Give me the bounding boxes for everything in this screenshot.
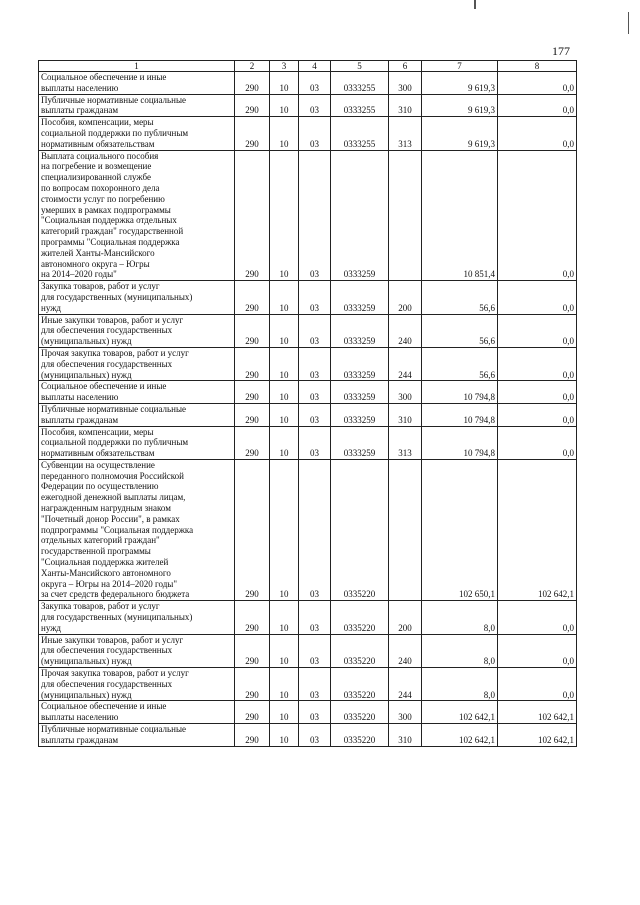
description-line: социальной поддержки по публичным	[41, 127, 189, 138]
target-item-code: 0335220	[331, 459, 389, 600]
description-line: за счет средств федерального бюджета	[41, 589, 190, 600]
description-line: умерших в рамках подпрограммы	[41, 204, 171, 215]
table-row	[39, 117, 577, 150]
description-line: нормативным обязательствам	[41, 448, 155, 459]
expense-type-code: 310	[389, 403, 422, 426]
description-line: государственной программы	[41, 546, 151, 557]
description-line: для обеспечения государственных	[41, 678, 173, 689]
section-code: 10	[270, 381, 299, 404]
column-header-5: 5	[331, 61, 389, 72]
column-header-3: 3	[270, 61, 299, 72]
column-header-8: 8	[498, 61, 577, 72]
amount-2014: 102 642,1	[422, 724, 498, 747]
description-line: Публичные нормативные социальные	[41, 724, 187, 735]
description-line: Закупка товаров, работ и услуг	[41, 601, 160, 612]
scan-mark-right	[628, 12, 629, 34]
table-row	[39, 459, 577, 600]
amount-2015: 0,0	[498, 381, 577, 404]
description-line: Социальное обеспечение и иные	[41, 381, 167, 392]
description-line: для обеспечения государственных	[41, 325, 173, 336]
amount-2014: 10 794,8	[422, 403, 498, 426]
row-description	[39, 634, 235, 667]
expense-type-code: 200	[389, 281, 422, 314]
description-line: на погребение и возмещение	[41, 161, 152, 172]
section-code: 10	[270, 426, 299, 459]
description-line: Ханты-Мансийского автономного	[41, 567, 171, 578]
section-code: 10	[270, 347, 299, 380]
amount-2015: 0,0	[498, 403, 577, 426]
subsection-code: 03	[299, 668, 331, 701]
chapter-code: 290	[235, 381, 270, 404]
description-line: для обеспечения государственных	[41, 645, 173, 656]
description-line: на 2014–2020 годы"	[41, 269, 117, 280]
subsection-code: 03	[299, 94, 331, 117]
subsection-code: 03	[299, 117, 331, 150]
description-line: Закупка товаров, работ и услуг	[41, 281, 160, 292]
amount-2014: 102 650,1	[422, 459, 498, 600]
amount-2014: 9 619,3	[422, 94, 498, 117]
description-line: для государственных (муниципальных)	[41, 291, 193, 302]
description-line: специализированной службе	[41, 172, 151, 183]
section-code: 10	[270, 94, 299, 117]
target-item-code: 0333259	[331, 347, 389, 380]
description-line: Прочая закупка товаров, работ и услуг	[41, 347, 189, 358]
expense-type-code: 313	[389, 117, 422, 150]
chapter-code: 290	[235, 601, 270, 634]
row-description	[39, 403, 235, 426]
chapter-code: 290	[235, 426, 270, 459]
description-line: для обеспечения государственных	[41, 358, 173, 369]
chapter-code: 290	[235, 668, 270, 701]
description-line: Пособия, компенсации, меры	[41, 426, 154, 437]
target-item-code: 0333259	[331, 314, 389, 347]
subsection-code: 03	[299, 459, 331, 600]
table-row	[39, 403, 577, 426]
subsection-code: 03	[299, 281, 331, 314]
description-line: Социальное обеспечение и иные	[41, 72, 167, 82]
description-line: выплаты гражданам	[41, 105, 119, 116]
amount-2014: 8,0	[422, 601, 498, 634]
chapter-code: 290	[235, 150, 270, 281]
description-line: категорий граждан" государственной	[41, 226, 184, 237]
amount-2015: 102 642,1	[498, 459, 577, 600]
section-code: 10	[270, 117, 299, 150]
table-row	[39, 701, 577, 724]
description-line: Выплата социального пособия	[41, 150, 159, 161]
amount-2014: 10 794,8	[422, 426, 498, 459]
chapter-code: 290	[235, 72, 270, 95]
amount-2015: 102 642,1	[498, 724, 577, 747]
subsection-code: 03	[299, 724, 331, 747]
chapter-code: 290	[235, 94, 270, 117]
row-description	[39, 314, 235, 347]
description-line: (муниципальных) нужд	[41, 336, 132, 347]
description-line: Публичные нормативные социальные	[41, 403, 187, 414]
table-row	[39, 347, 577, 380]
amount-2014: 9 619,3	[422, 72, 498, 95]
amount-2014: 8,0	[422, 668, 498, 701]
description-line: отдельных категорий граждан"	[41, 535, 160, 546]
description-line: для государственных (муниципальных)	[41, 612, 193, 623]
description-line: выплаты населению	[41, 712, 119, 723]
description-line: "Социальная поддержка жителей	[41, 557, 169, 568]
section-code: 10	[270, 459, 299, 600]
expense-type-code: 310	[389, 94, 422, 117]
description-line: Иные закупки товаров, работ и услуг	[41, 634, 184, 645]
chapter-code: 290	[235, 117, 270, 150]
row-description	[39, 701, 235, 724]
amount-2014: 8,0	[422, 634, 498, 667]
section-code: 10	[270, 403, 299, 426]
description-line: награжденным нагрудным знаком	[41, 503, 171, 514]
description-line: Федерации по осуществлению	[41, 481, 159, 492]
amount-2015: 0,0	[498, 281, 577, 314]
row-description	[39, 459, 235, 600]
description-line: Пособия, компенсации, меры	[41, 117, 154, 128]
description-line: (муниципальных) нужд	[41, 656, 132, 667]
row-description	[39, 347, 235, 380]
expense-type-code: 300	[389, 72, 422, 95]
description-line: жителей Ханты-Мансийского	[41, 247, 155, 258]
description-line: Социальное обеспечение и иные	[41, 701, 167, 712]
description-line: автономного округа – Югры	[41, 258, 150, 269]
column-header-7: 7	[422, 61, 498, 72]
row-description	[39, 94, 235, 117]
column-header-2: 2	[235, 61, 270, 72]
amount-2015: 0,0	[498, 117, 577, 150]
section-code: 10	[270, 150, 299, 281]
table-row	[39, 724, 577, 747]
subsection-code: 03	[299, 72, 331, 95]
subsection-code: 03	[299, 150, 331, 281]
table-row	[39, 281, 577, 314]
chapter-code: 290	[235, 459, 270, 600]
target-item-code: 0335220	[331, 668, 389, 701]
target-item-code: 0333259	[331, 426, 389, 459]
target-item-code: 0333259	[331, 381, 389, 404]
description-line: "Почетный донор России", в рамках	[41, 513, 180, 524]
description-line: Прочая закупка товаров, работ и услуг	[41, 668, 189, 679]
description-line: Субвенции на осуществление	[41, 459, 155, 470]
target-item-code: 0333255	[331, 72, 389, 95]
description-line: выплаты гражданам	[41, 734, 119, 745]
target-item-code: 0335220	[331, 634, 389, 667]
section-code: 10	[270, 72, 299, 95]
subsection-code: 03	[299, 347, 331, 380]
amount-2015: 0,0	[498, 426, 577, 459]
chapter-code: 290	[235, 701, 270, 724]
amount-2014: 102 642,1	[422, 701, 498, 724]
amount-2015: 0,0	[498, 314, 577, 347]
amount-2015: 0,0	[498, 150, 577, 281]
row-description	[39, 724, 235, 747]
description-line: ежегодной денежной выплаты лицам,	[41, 492, 186, 503]
amount-2015: 0,0	[498, 601, 577, 634]
description-line: выплаты гражданам	[41, 414, 119, 425]
row-description	[39, 381, 235, 404]
subsection-code: 03	[299, 634, 331, 667]
table-row	[39, 72, 577, 95]
section-code: 10	[270, 634, 299, 667]
expense-type-code: 313	[389, 426, 422, 459]
table-row	[39, 601, 577, 634]
description-line: по вопросам похоронного дела	[41, 182, 160, 193]
section-code: 10	[270, 601, 299, 634]
page-number: 177	[552, 44, 570, 58]
column-header-6: 6	[389, 61, 422, 72]
expense-type-code: 240	[389, 634, 422, 667]
table-row	[39, 150, 577, 281]
subsection-code: 03	[299, 403, 331, 426]
chapter-code: 290	[235, 314, 270, 347]
section-code: 10	[270, 724, 299, 747]
chapter-code: 290	[235, 347, 270, 380]
amount-2014: 56,6	[422, 347, 498, 380]
row-description	[39, 117, 235, 150]
description-line: округа – Югры на 2014–2020 годы"	[41, 578, 177, 589]
amount-2014: 10 851,4	[422, 150, 498, 281]
description-line: Публичные нормативные социальные	[41, 94, 187, 105]
row-description	[39, 426, 235, 459]
amount-2014: 9 619,3	[422, 117, 498, 150]
table-row	[39, 634, 577, 667]
amount-2015: 0,0	[498, 94, 577, 117]
table-body	[39, 72, 577, 747]
row-description	[39, 601, 235, 634]
column-header-1: 1	[39, 61, 235, 72]
section-code: 10	[270, 314, 299, 347]
expense-type-code: 200	[389, 601, 422, 634]
row-description	[39, 72, 235, 95]
amount-2015: 102 642,1	[498, 701, 577, 724]
subsection-code: 03	[299, 381, 331, 404]
description-line: (муниципальных) нужд	[41, 369, 132, 380]
target-item-code: 0333259	[331, 150, 389, 281]
target-item-code: 0333255	[331, 117, 389, 150]
table-row	[39, 426, 577, 459]
target-item-code: 0335220	[331, 701, 389, 724]
target-item-code: 0333259	[331, 403, 389, 426]
amount-2015: 0,0	[498, 72, 577, 95]
table-row	[39, 668, 577, 701]
expense-type-code: 310	[389, 724, 422, 747]
chapter-code: 290	[235, 403, 270, 426]
subsection-code: 03	[299, 314, 331, 347]
expense-type-code: 300	[389, 381, 422, 404]
subsection-code: 03	[299, 601, 331, 634]
amount-2014: 56,6	[422, 281, 498, 314]
row-description	[39, 150, 235, 281]
description-line: (муниципальных) нужд	[41, 689, 132, 700]
row-description	[39, 281, 235, 314]
section-code: 10	[270, 281, 299, 314]
description-line: нормативным обязательствам	[41, 138, 155, 149]
amount-2014: 56,6	[422, 314, 498, 347]
target-item-code: 0333259	[331, 281, 389, 314]
chapter-code: 290	[235, 281, 270, 314]
column-header-4: 4	[299, 61, 331, 72]
description-line: программы "Социальная поддержка	[41, 236, 180, 247]
table-row	[39, 381, 577, 404]
amount-2015: 0,0	[498, 634, 577, 667]
amount-2015: 0,0	[498, 668, 577, 701]
subsection-code: 03	[299, 426, 331, 459]
description-line: "Социальная поддержка отдельных	[41, 215, 177, 226]
table-header-row	[39, 61, 577, 72]
expense-type-code: 244	[389, 668, 422, 701]
expense-type-code	[389, 459, 422, 600]
description-line: Иные закупки товаров, работ и услуг	[41, 314, 184, 325]
description-line: переданного полномочия Российской	[41, 470, 184, 481]
description-line: выплаты населению	[41, 82, 119, 93]
amount-2014: 10 794,8	[422, 381, 498, 404]
chapter-code: 290	[235, 724, 270, 747]
target-item-code: 0333255	[331, 94, 389, 117]
expense-type-code: 240	[389, 314, 422, 347]
target-item-code: 0335220	[331, 601, 389, 634]
target-item-code: 0335220	[331, 724, 389, 747]
expense-type-code: 300	[389, 701, 422, 724]
description-line: стоимости услуг по погребению	[41, 193, 165, 204]
chapter-code: 290	[235, 634, 270, 667]
description-line: нужд	[41, 622, 61, 633]
scan-mark-top	[474, 0, 476, 9]
description-line: социальной поддержки по публичным	[41, 437, 189, 448]
table-row	[39, 94, 577, 117]
description-line: подпрограммы "Социальная поддержка	[41, 524, 194, 535]
expense-type-code	[389, 150, 422, 281]
table-row	[39, 314, 577, 347]
description-line: нужд	[41, 302, 61, 313]
description-line: выплаты населению	[41, 392, 119, 403]
section-code: 10	[270, 701, 299, 724]
row-description	[39, 668, 235, 701]
subsection-code: 03	[299, 701, 331, 724]
amount-2015: 0,0	[498, 347, 577, 380]
budget-table	[38, 60, 577, 747]
expense-type-code: 244	[389, 347, 422, 380]
section-code: 10	[270, 668, 299, 701]
